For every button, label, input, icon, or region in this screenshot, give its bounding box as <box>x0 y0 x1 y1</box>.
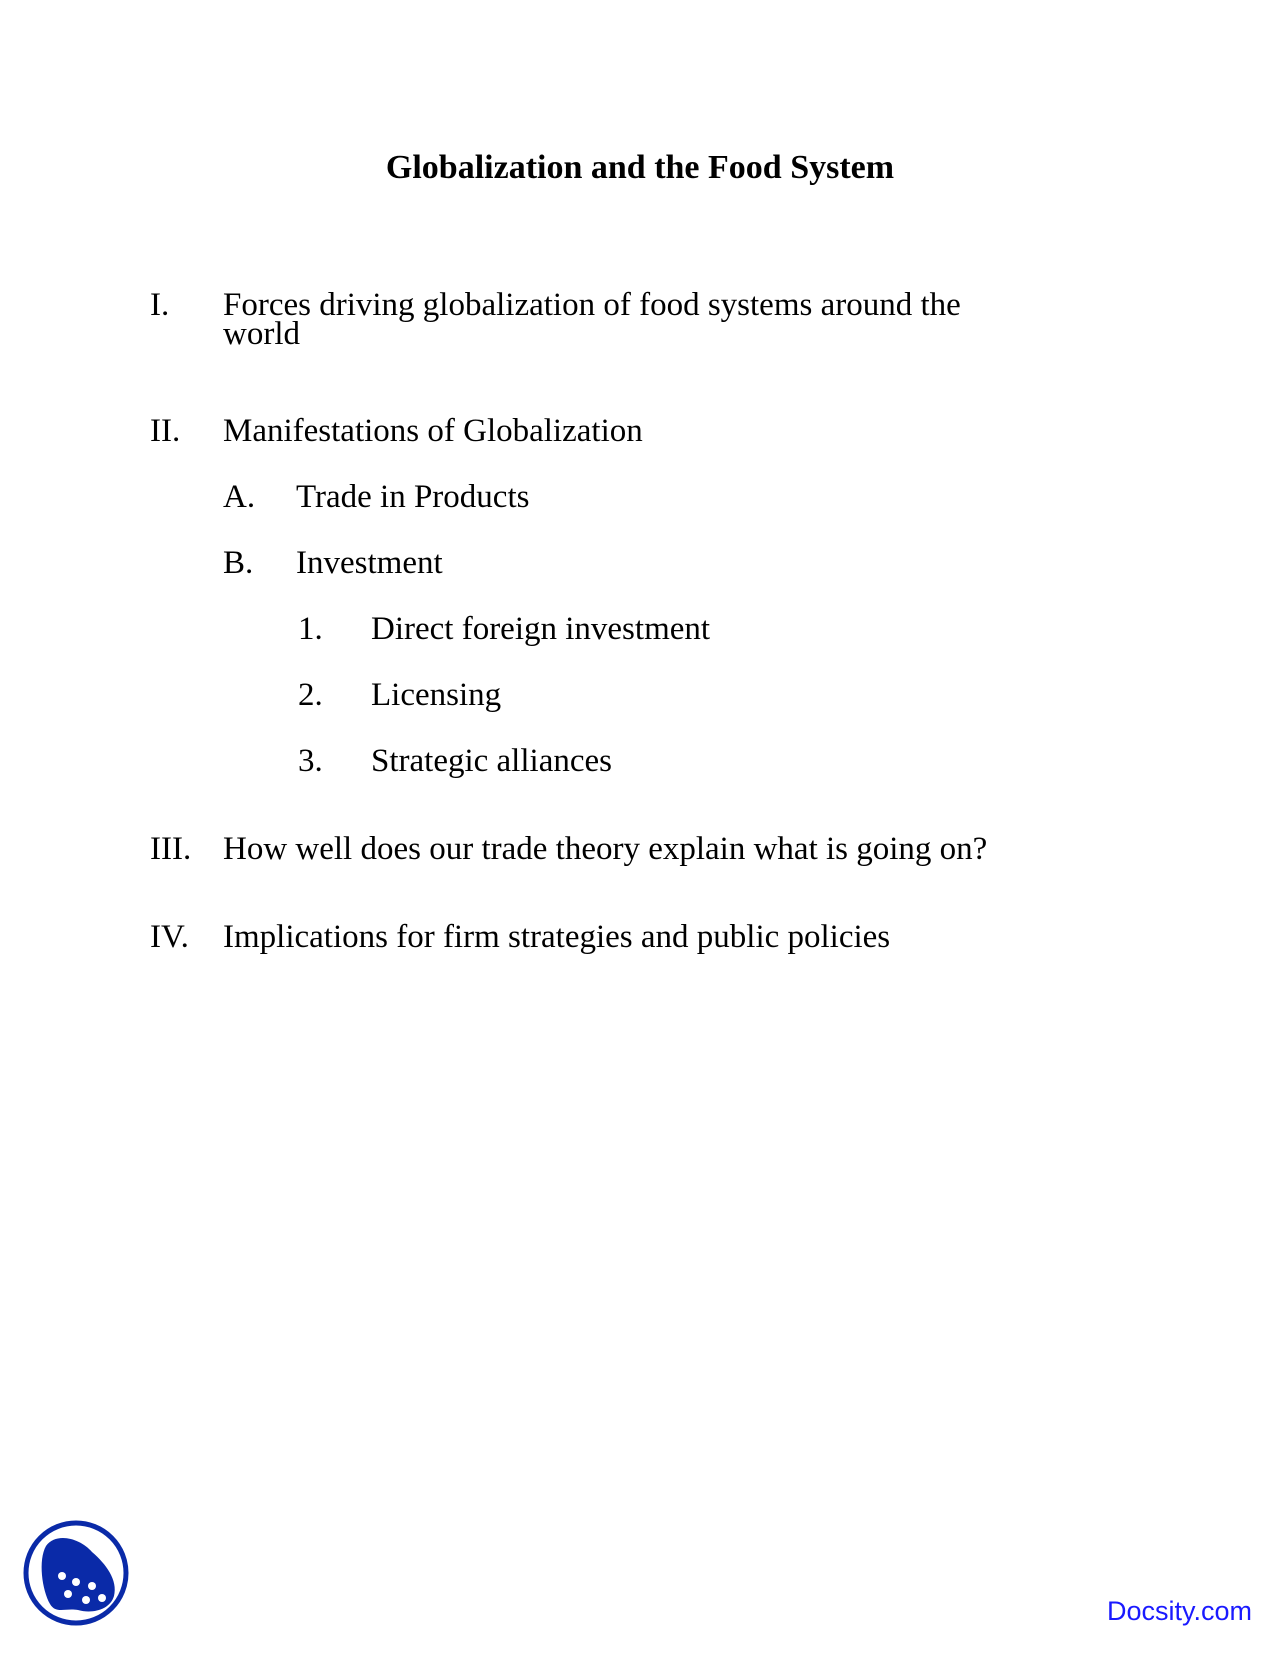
outline-letter: B. <box>223 545 254 581</box>
outline-number: IV. <box>150 919 189 955</box>
outline-item-1 <box>150 286 1150 366</box>
docsity-link[interactable]: Docsity.com <box>1106 1596 1252 1626</box>
outline-number: I. <box>150 287 170 323</box>
outline-text: Licensing <box>371 677 502 713</box>
outline-number: III. <box>150 831 192 867</box>
outline-digit: 1. <box>298 611 323 647</box>
outline-number: II. <box>150 413 181 449</box>
outline-text: Strategic alliances <box>371 743 612 779</box>
outline-item-4 <box>150 918 1200 958</box>
outline-item-2a <box>223 478 1123 518</box>
outline-text: Forces driving globalization of food systems around the <box>223 287 961 323</box>
docsity-logo-icon[interactable] <box>22 1518 130 1628</box>
outline-text: Direct foreign investment <box>371 611 711 647</box>
outline-letter: A. <box>223 479 256 515</box>
outline-digit: 2. <box>298 677 323 713</box>
outline-text: Investment <box>296 545 443 581</box>
outline-item-2b <box>223 544 1123 584</box>
outline-text-continued: world <box>223 316 300 352</box>
outline-text: Trade in Products <box>296 479 530 515</box>
outline-text: Implications for firm strategies and public policies <box>223 919 891 955</box>
outline-item-3 <box>150 830 1200 870</box>
outline-digit: 3. <box>298 743 323 779</box>
outline-item-2b1 <box>298 610 1098 650</box>
outline-item-2b3 <box>298 742 1098 782</box>
outline-text: How well does our trade theory explain what is going on? <box>223 831 988 867</box>
outline-text: Manifestations of Globalization <box>223 413 643 449</box>
page-title: Globalization and the Food System <box>385 149 895 186</box>
outline-item-2 <box>150 412 1150 452</box>
outline-item-2b2 <box>298 676 1098 716</box>
